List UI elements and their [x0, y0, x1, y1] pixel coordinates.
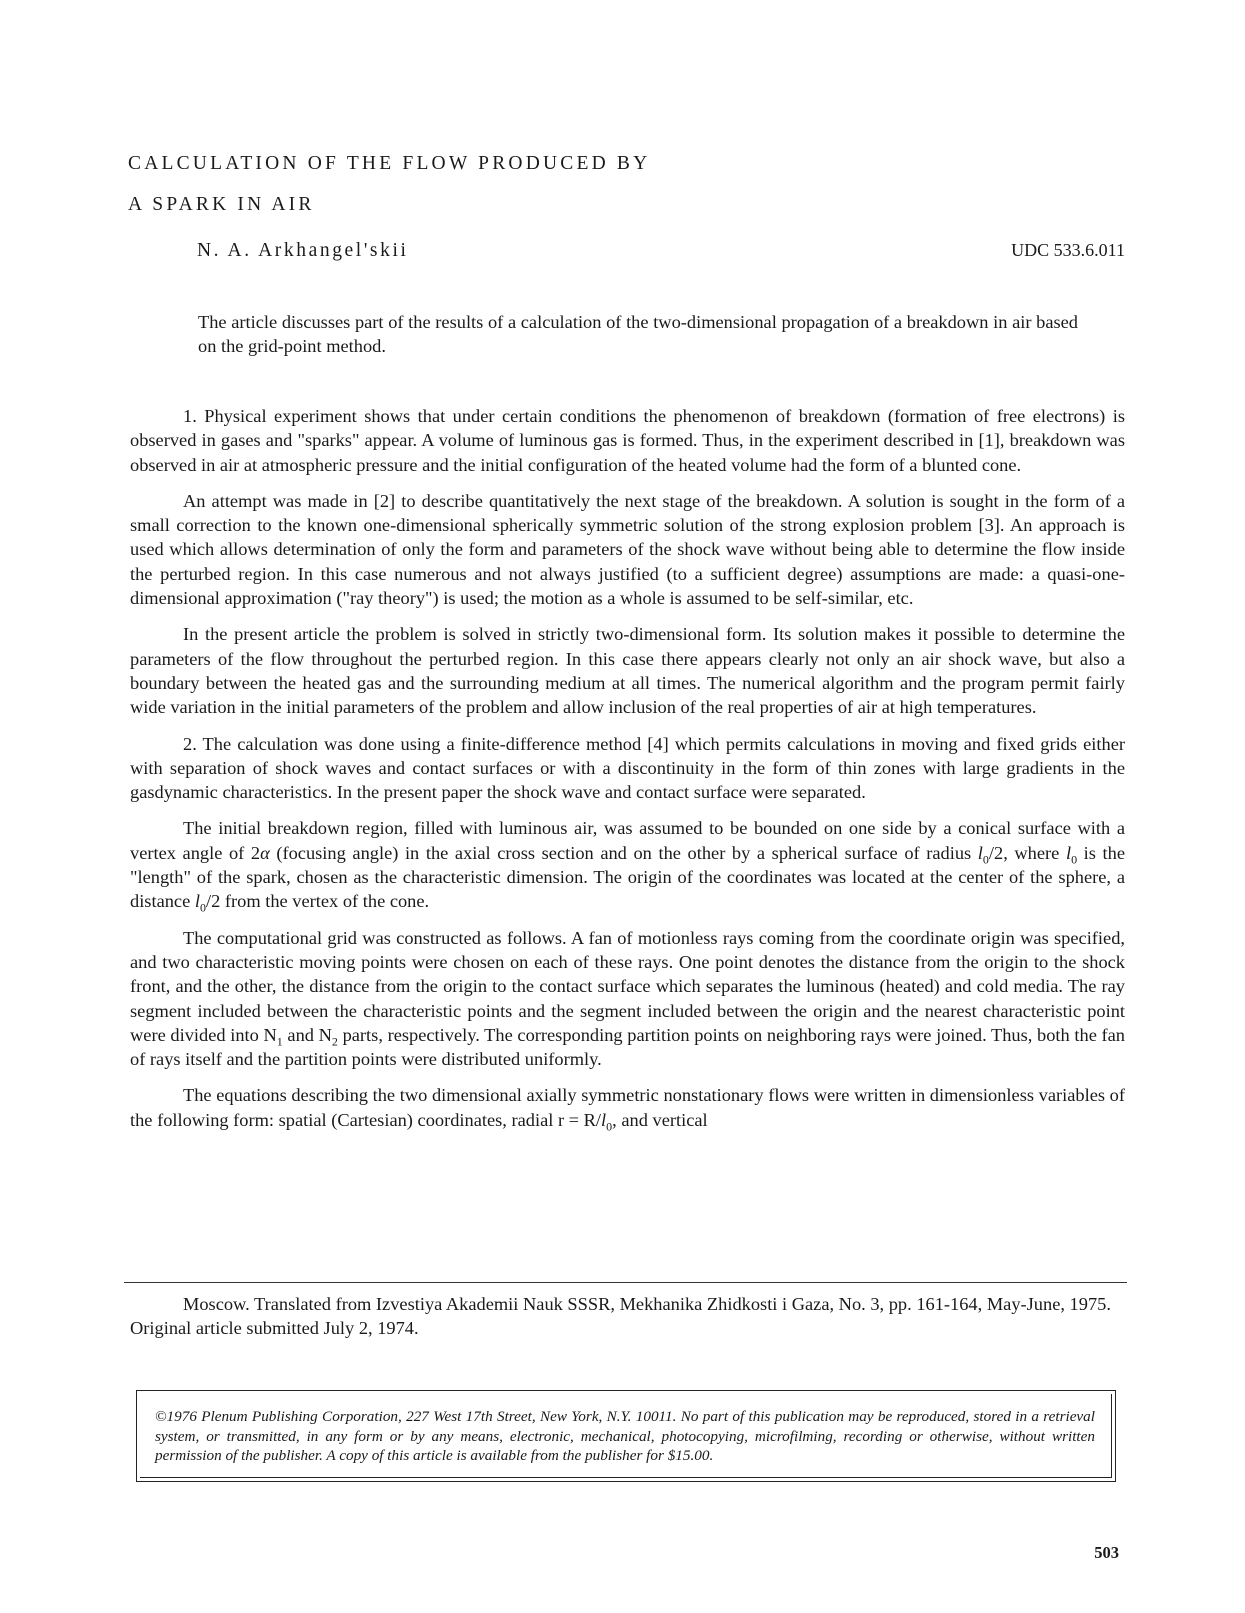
copyright-box	[136, 1390, 1116, 1482]
paragraph-6	[130, 926, 1125, 1072]
paragraph-5-text: (focusing angle) in the axial cross section and on the other by a spherical surface of radius	[269, 842, 978, 863]
abstract: The article discusses part of the results of a calculation of the two-dimensional propagation of a breakdown in air based on the grid-point method.	[198, 312, 1078, 356]
length-symbol: l	[194, 891, 200, 912]
subscript: 0	[982, 852, 989, 867]
footnote-divider	[124, 1282, 1127, 1283]
paragraph-5	[130, 816, 1125, 916]
paragraph-5-text: The initial breakdown region, filled with luminous air, was assumed to be bounded on one side by a conical surface with a vertex angle of 2	[130, 818, 1125, 863]
article-title-line-2: A SPARK IN AIR	[128, 194, 315, 215]
subscript: 0	[606, 1119, 613, 1134]
paragraph-7	[130, 1083, 1125, 1132]
length-symbol: l	[601, 1109, 607, 1130]
subscript: 2	[331, 1034, 338, 1049]
subscript: 0	[199, 901, 206, 916]
copyright-notice: ©1976 Plenum Publishing Corporation, 227 West 17th Street, New York, N.Y. 10011. No part of this publication may be reproduced, stored in a retrieval system, or transmitted, in any form or by any means, electronic, mechanical, photocopying, microfilming, recording or otherwise, without written permission of the publisher. A copy of this article is available from the publisher for $15.00.	[155, 1408, 1095, 1464]
author: N. A. Arkhangel'skii	[197, 240, 409, 261]
paragraph-7-text: The equations describing the two dimensional axially symmetric nonstationary flows were written in dimensionless variables of the following form: spatial (Cartesian) coordinates, radial r = R/	[130, 1085, 1125, 1130]
footnote: Moscow. Translated from Izvestiya Akademii Nauk SSSR, Mekhanika Zhidkosti i Gaza, No. 3, pp. 161-164, May-June, 1975. Original article submitted July 2, 1974.	[130, 1294, 1111, 1339]
alpha-symbol: α	[260, 842, 270, 863]
paragraph-6-text: and N	[282, 1024, 332, 1045]
paragraph-6-text: The computational grid was constructed as follows. A fan of motionless rays coming from the coordinate origin was specified, and two characteristic moving points were chosen on each of these rays. One point denotes the distance from the origin to the shock front, and the other, the distance from the origin to the contact surface which separates the luminous (heated) and cold media. The ray segment included between the characteristic points and the segment included between the origin and the nearest characteristic point were divided into N	[130, 927, 1125, 1045]
paragraph-5-text: is the "length" of the spark, chosen as the characteristic dimension. The origin of the coordinates was located at the center of the sphere, a distance	[130, 842, 1125, 912]
page-number: 503	[1094, 1543, 1119, 1562]
paragraph-1: 1. Physical experiment shows that under certain conditions the phenomenon of breakdown (formation of free electrons) is observed in gases and "sparks" appear. A volume of luminous gas is formed. Thus, in the experiment described in [1], breakdown was observed in air at atmospheric pressure and the initial configuration of the heated volume had the form of a blunted cone.	[130, 406, 1125, 475]
subscript: 1	[276, 1034, 283, 1049]
paragraph-6-text: parts, respectively. The corresponding partition points on neighboring rays were joined. Thus, both the fan of rays itself and the partition points were distributed uniformly.	[130, 1024, 1126, 1070]
paragraph-7-text: , and vertical	[612, 1109, 708, 1130]
paragraph-2: An attempt was made in [2] to describe quantitatively the next stage of the breakdown. A solution is sought in the form of a small correction to the known one-dimensional spherically symmetric solution of the strong explosion problem [3]. An approach is used which allows determination of only the form and parameters of the shock wave without being able to determine the flow inside the perturbed region. In this case numerous and not always justified (to a sufficient degree) assumptions are made: a quasi-one-dimensional approximation ("ray theory") is used; the motion as a whole is assumed to be self-similar, etc.	[130, 490, 1125, 609]
length-symbol: l	[1065, 842, 1072, 863]
paragraph-5-text: /2 from the vertex of the cone.	[205, 891, 430, 912]
article-body	[130, 404, 1125, 1144]
udc-code: UDC 533.6.011	[1011, 240, 1125, 260]
length-symbol: l	[977, 842, 983, 863]
subscript: 0	[1071, 852, 1078, 867]
article-title-line-1: CALCULATION OF THE FLOW PRODUCED BY	[128, 153, 651, 174]
paragraph-3: In the present article the problem is solved in strictly two-dimensional form. Its solution makes it possible to determine the parameters of the flow throughout the perturbed region. In this case there appears clearly not only an air shock wave, but also a boundary between the heated gas and the surrounding medium at all times. The numerical algorithm and the program permit fairly wide variation in the initial parameters of the problem and allow inclusion of the real properties of air at high temperatures.	[130, 624, 1125, 718]
paragraph-4: 2. The calculation was done using a finite-difference method [4] which permits calculations in moving and fixed grids either with separation of shock waves and contact surfaces or with a discontinuity in the form of thin zones with large gradients in the gasdynamic characteristics. In the present paper the shock wave and contact surface were separated.	[130, 733, 1125, 803]
paragraph-5-text: /2, where	[988, 842, 1066, 863]
